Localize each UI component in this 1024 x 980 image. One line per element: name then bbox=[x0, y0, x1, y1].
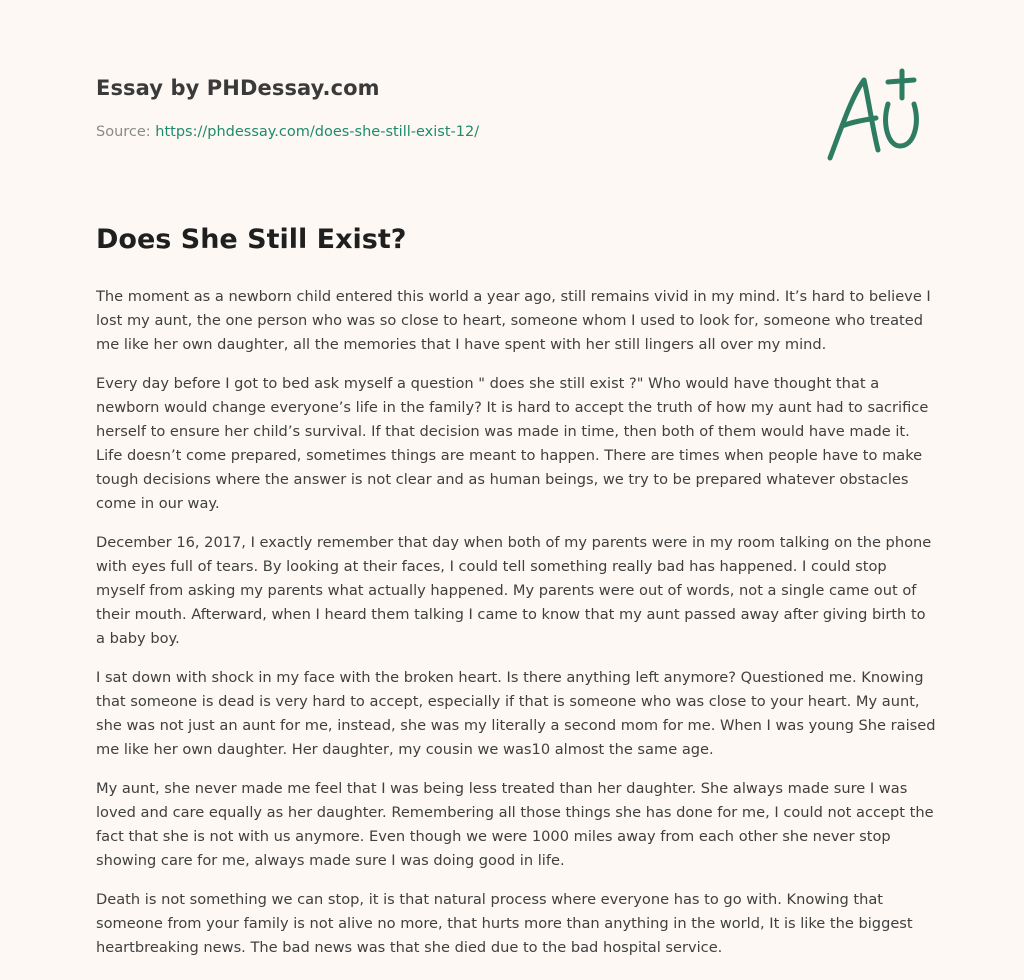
essay-paragraph: Death is not something we can stop, it is that natural process where everyone has to go with. Knowing that someone from your family is not alive no more, that hurts more than anything in the world, It is like the biggest heartbreaking news. The bad news was that she died due to the bad hospital service. bbox=[96, 891, 913, 956]
a-plus-logo-icon bbox=[822, 66, 932, 166]
essay-title: Does She Still Exist? bbox=[96, 224, 407, 255]
essay-paragraph: I sat down with shock in my face with the broken heart. Is there anything left anymore? Questioned me. Knowing that someone is dead is very hard to accept, especially if that is someone who was close to your heart. My aunt, she was not just an aunt for me, instead, she was my literally a second mom for me. When I was young She raised me like her own daughter. Her daughter, my cousin we was10 almost the same age. bbox=[96, 669, 936, 758]
essay-paragraph: December 16, 2017, I exactly remember that day when both of my parents were in my room talking on the phone with eyes full of tears. By looking at their faces, I could tell something really bad has happened. I could stop myself from asking my parents what actually happened. My parents were out of words, not a single came out of their mouth. Afterward, when I heard them talking I came to know that my aunt passed away after giving birth to a baby boy. bbox=[96, 534, 932, 647]
essay-paragraph: Every day before I got to bed ask myself a question " does she still exist ?" Who would have thought that a newborn would change everyone’s life in the family? It is hard to accept the truth of how my aunt had to sacrifice herself to ensure her child’s survival. If that decision was made in time, then both of them would have made it. Life doesn’t come prepared, sometimes things are meant to happen. There are times when people have to make tough decisions where the answer is not clear and as human beings, we try to be prepared whatever obstacles come in our way. bbox=[96, 375, 929, 512]
essay-paragraph: My aunt, she never made me feel that I was being less treated than her daughter. She always made sure I was loved and care equally as her daughter. Remembering all those things she has done for me, I could not accept the fact that she is not with us anymore. Even though we were 1000 miles away from each other she never stop showing care for me, always made sure I was doing good in life. bbox=[96, 780, 934, 869]
source-link[interactable]: https://phdessay.com/does-she-still-exist-12/ bbox=[155, 124, 480, 140]
source-label: Source: bbox=[96, 124, 151, 140]
essay-paragraph: The moment as a newborn child entered this world a year ago, still remains vivid in my mind. It’s hard to believe I lost my aunt, the one person who was so close to heart, someone whom I used to look for, someone who treated me like her own daughter, all the memories that I have spent with her still lingers all over my mind. bbox=[96, 288, 931, 353]
essay-body bbox=[96, 285, 936, 975]
site-brand: Essay by PHDessay.com bbox=[96, 76, 380, 100]
source-line bbox=[96, 124, 479, 140]
